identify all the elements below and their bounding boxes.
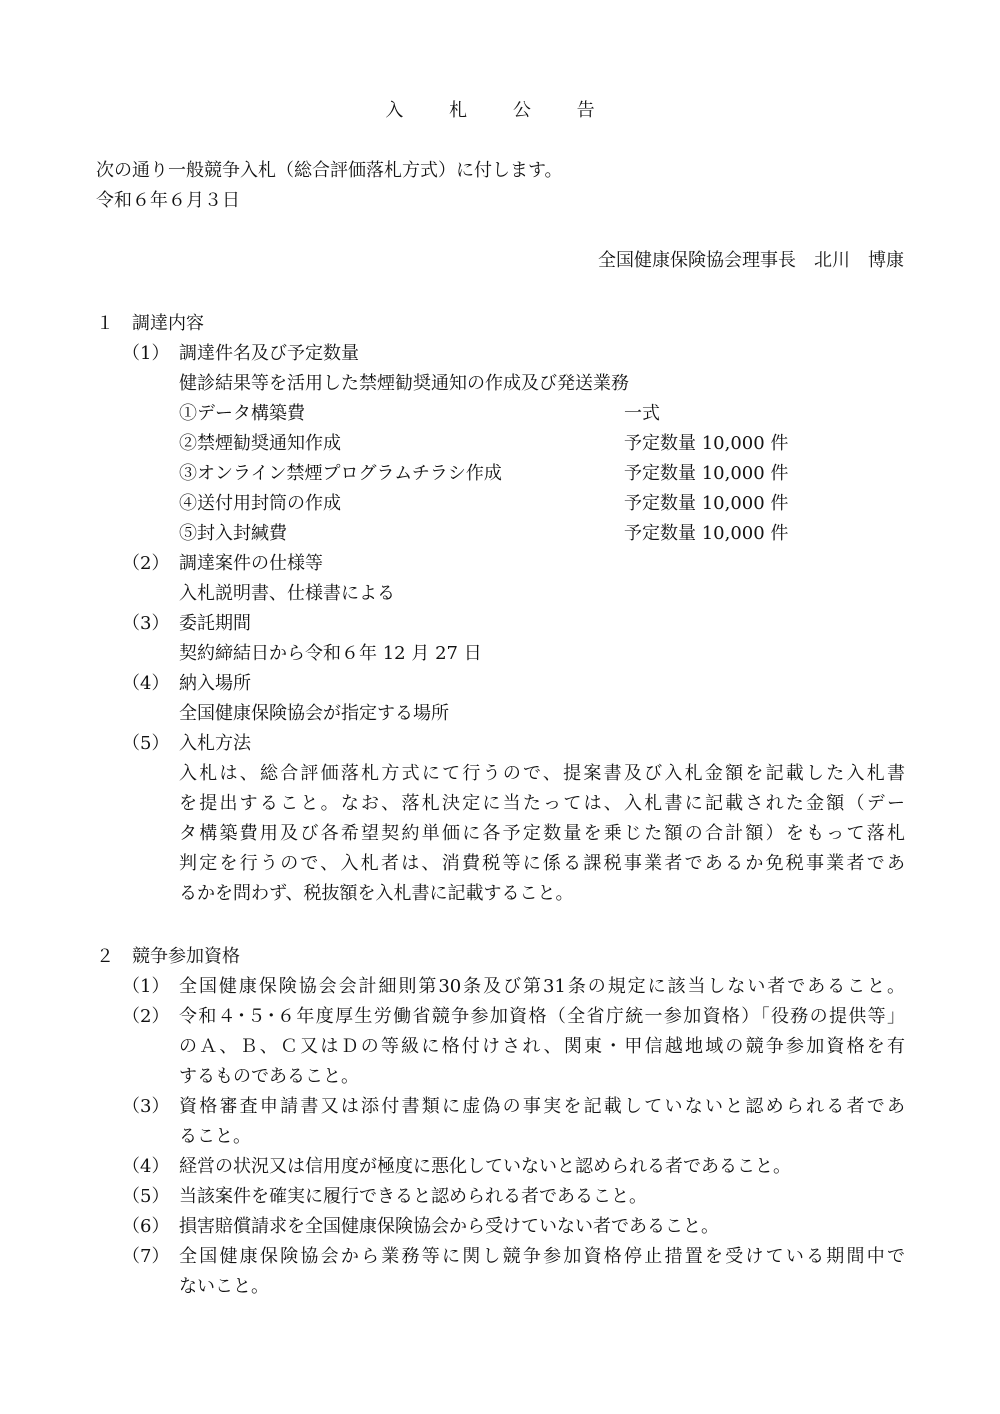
qualification-number: （2） [122,1006,170,1027]
item-1-2-number: （2） [122,553,170,574]
qualification-line: 損害賠償請求を全国健康保険協会から受けていない者であること。 [179,1216,719,1237]
title: 入 札 公 告 [385,100,615,121]
procurement-item-name: ③オンライン禁煙プログラムチラシ作成 [179,463,502,484]
procurement-item-name: ①データ構築費 [179,403,305,424]
qualification-line: 令和４･５･６年度厚生労働省競争参加資格（全省庁統一参加資格）「役務の提供等」 [179,1006,905,1027]
bidding-method-line: を提出すること。なお、落札決定に当たっては、入札書に記載された金額（デー [179,793,905,814]
qualification-number: （1） [122,976,170,997]
bidding-method-line: るかを問わず、税抜額を入札書に記載すること。 [179,883,574,904]
item-1-2-title: 調達案件の仕様等 [179,553,323,574]
qualification-line: 全国健康保険協会会計細則第30条及び第31条の規定に該当しない者であること。 [179,976,905,997]
bidding-method-line: 入札は、総合評価落札方式にて行うので、提案書及び入札金額を記載した入札書 [179,763,905,784]
qualification-number: （7） [122,1246,170,1267]
item-1-1-number: （1） [122,343,170,364]
qualification-line: 資格審査申請書又は添付書類に虚偽の事実を記載していないと認められる者であ [179,1096,905,1117]
qualification-number: （5） [122,1186,170,1207]
section-2-heading: ２ 競争参加資格 [96,946,240,967]
item-1-2-text: 入札説明書、仕様書による [179,583,395,604]
item-1-4-number: （4） [122,673,170,694]
qualification-number: （4） [122,1156,170,1177]
qualification-number: （6） [122,1216,170,1237]
procurement-item-name: ⑤封入封緘費 [179,523,287,544]
item-1-5-title: 入札方法 [179,733,251,754]
procurement-item-qty: 予定数量 10,000 件 [624,463,789,484]
item-1-3-title: 委託期間 [179,613,251,634]
issuer: 全国健康保険協会理事長 北川 博康 [598,250,904,271]
item-1-4-title: 納入場所 [179,673,251,694]
item-1-4-text: 全国健康保険協会が指定する場所 [179,703,449,724]
bidding-method-line: タ構築費用及び各希望契約単価に各予定数量を乗じた額の合計額）をもって落札 [179,823,905,844]
procurement-subject: 健診結果等を活用した禁煙勧奨通知の作成及び発送業務 [179,373,629,394]
qualification-line: ること。 [179,1126,251,1147]
qualification-line: のＡ、Ｂ、Ｃ又はＤの等級に格付けされ、関東・甲信越地域の競争参加資格を有 [179,1036,905,1057]
item-1-3-number: （3） [122,613,170,634]
qualification-line: 当該案件を確実に履行できると認められる者であること。 [179,1186,647,1207]
item-1-3-text: 契約締結日から令和６年 12 月 27 日 [179,643,482,664]
procurement-item-qty: 一式 [624,403,660,424]
qualification-line: 経営の状況又は信用度が極度に悪化していないと認められる者であること。 [179,1156,791,1177]
procurement-item-qty: 予定数量 10,000 件 [624,523,789,544]
qualification-line: ないこと。 [179,1276,269,1297]
intro-text: 次の通り一般競争入札（総合評価落札方式）に付します。 [96,160,563,181]
notice-date: 令和６年６月３日 [96,190,240,211]
bidding-method-line: 判定を行うので、入札者は、消費税等に係る課税事業者であるか免税事業者であ [179,853,905,874]
item-1-5-number: （5） [122,733,170,754]
procurement-item-name: ④送付用封筒の作成 [179,493,341,514]
qualification-number: （3） [122,1096,170,1117]
procurement-item-name: ②禁煙勧奨通知作成 [179,433,341,454]
qualification-line: するものであること。 [179,1066,359,1087]
procurement-item-qty: 予定数量 10,000 件 [624,433,789,454]
qualification-line: 全国健康保険協会から業務等に関し競争参加資格停止措置を受けている期間中で [179,1246,905,1267]
section-1-heading: １ 調達内容 [96,313,204,334]
procurement-item-qty: 予定数量 10,000 件 [624,493,789,514]
item-1-1-title: 調達件名及び予定数量 [179,343,359,364]
